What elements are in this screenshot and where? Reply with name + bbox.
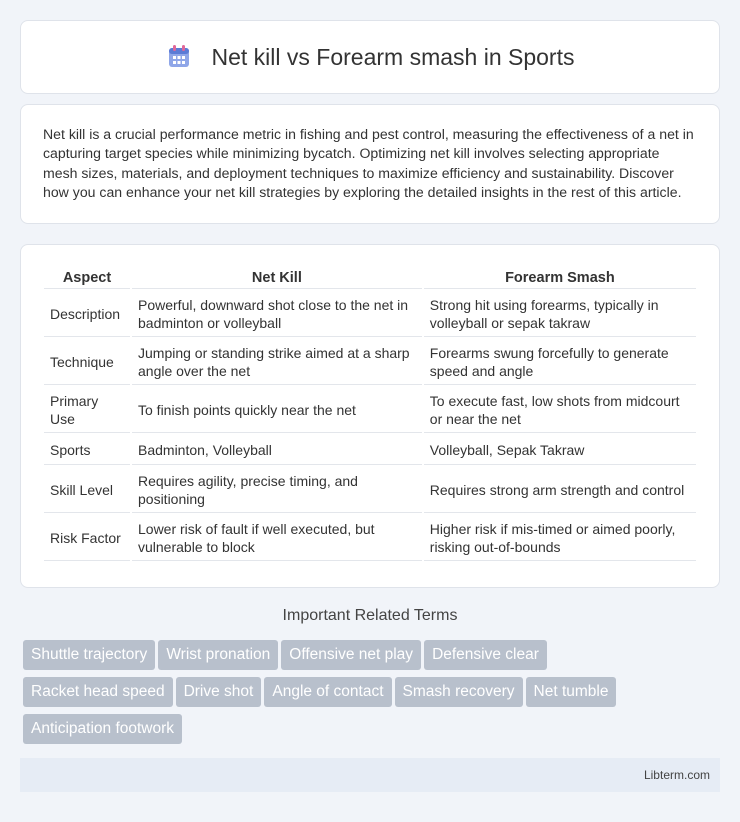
related-term-tag[interactable]: Offensive net play xyxy=(281,640,421,670)
row-forearm-smash: To execute fast, low shots from midcourt or near the net xyxy=(424,387,696,433)
related-term-tag[interactable]: Smash recovery xyxy=(395,677,523,707)
comparison-card xyxy=(20,244,720,588)
header-card xyxy=(20,20,720,94)
footer-link[interactable]: Libterm.com xyxy=(643,768,710,782)
row-net-kill: Jumping or standing strike aimed at a sharp angle over the net xyxy=(132,339,422,385)
related-terms-list xyxy=(23,640,723,751)
related-term-tag[interactable]: Angle of contact xyxy=(264,677,391,707)
header-aspect: Aspect xyxy=(44,268,130,289)
row-aspect: Primary Use xyxy=(44,387,130,433)
related-term-tag[interactable]: Shuttle trajectory xyxy=(23,640,155,670)
related-term-tag[interactable]: Anticipation footwork xyxy=(23,714,182,744)
calendar-icon xyxy=(166,44,192,70)
table-header-row xyxy=(44,268,696,289)
row-aspect: Skill Level xyxy=(44,467,130,513)
row-aspect: Risk Factor xyxy=(44,515,130,561)
table-row xyxy=(44,515,696,561)
intro-card xyxy=(20,104,720,224)
comparison-table xyxy=(42,266,698,563)
row-forearm-smash: Higher risk if mis-timed or aimed poorly, risking out-of-bounds xyxy=(424,515,696,561)
row-forearm-smash: Requires strong arm strength and control xyxy=(424,467,696,513)
row-forearm-smash: Volleyball, Sepak Takraw xyxy=(424,435,696,465)
related-term-tag[interactable]: Defensive clear xyxy=(424,640,547,670)
related-term-tag[interactable]: Net tumble xyxy=(526,677,617,707)
row-net-kill: To finish points quickly near the net xyxy=(132,387,422,433)
table-row xyxy=(44,339,696,385)
related-term-tag[interactable]: Racket head speed xyxy=(23,677,173,707)
row-net-kill: Powerful, downward shot close to the net in badminton or volleyball xyxy=(132,291,422,337)
row-forearm-smash: Forearms swung forcefully to generate speed and angle xyxy=(424,339,696,385)
related-term-tag[interactable]: Wrist pronation xyxy=(158,640,278,670)
row-aspect: Description xyxy=(44,291,130,337)
table-row xyxy=(44,387,696,433)
page-title: Net kill vs Forearm smash in Sports xyxy=(211,43,575,70)
related-term-tag[interactable]: Drive shot xyxy=(176,677,262,707)
row-forearm-smash: Strong hit using forearms, typically in volleyball or sepak takraw xyxy=(424,291,696,337)
related-terms-title: Important Related Terms xyxy=(282,607,458,624)
row-net-kill: Lower risk of fault if well executed, but vulnerable to block xyxy=(132,515,422,561)
table-row xyxy=(44,291,696,337)
header-forearm-smash: Forearm Smash xyxy=(424,268,696,289)
footer xyxy=(20,758,720,792)
table-row xyxy=(44,435,696,465)
header-net-kill: Net Kill xyxy=(132,268,422,289)
intro-text: Net kill is a crucial performance metric in fishing and pest control, measuring the effectiveness of a net in capturing target species while minimizing bycatch. Optimizing net kill involves selecting appropriate mesh sizes, materials, and deployment techniques to maximize efficiency and sustainability. Discover how you can enhance your net kill strategies by exploring the detailed insights in the rest of this article. xyxy=(43,126,694,201)
row-aspect: Sports xyxy=(44,435,130,465)
row-net-kill: Requires agility, precise timing, and positioning xyxy=(132,467,422,513)
table-row xyxy=(44,467,696,513)
row-net-kill: Badminton, Volleyball xyxy=(132,435,422,465)
row-aspect: Technique xyxy=(44,339,130,385)
